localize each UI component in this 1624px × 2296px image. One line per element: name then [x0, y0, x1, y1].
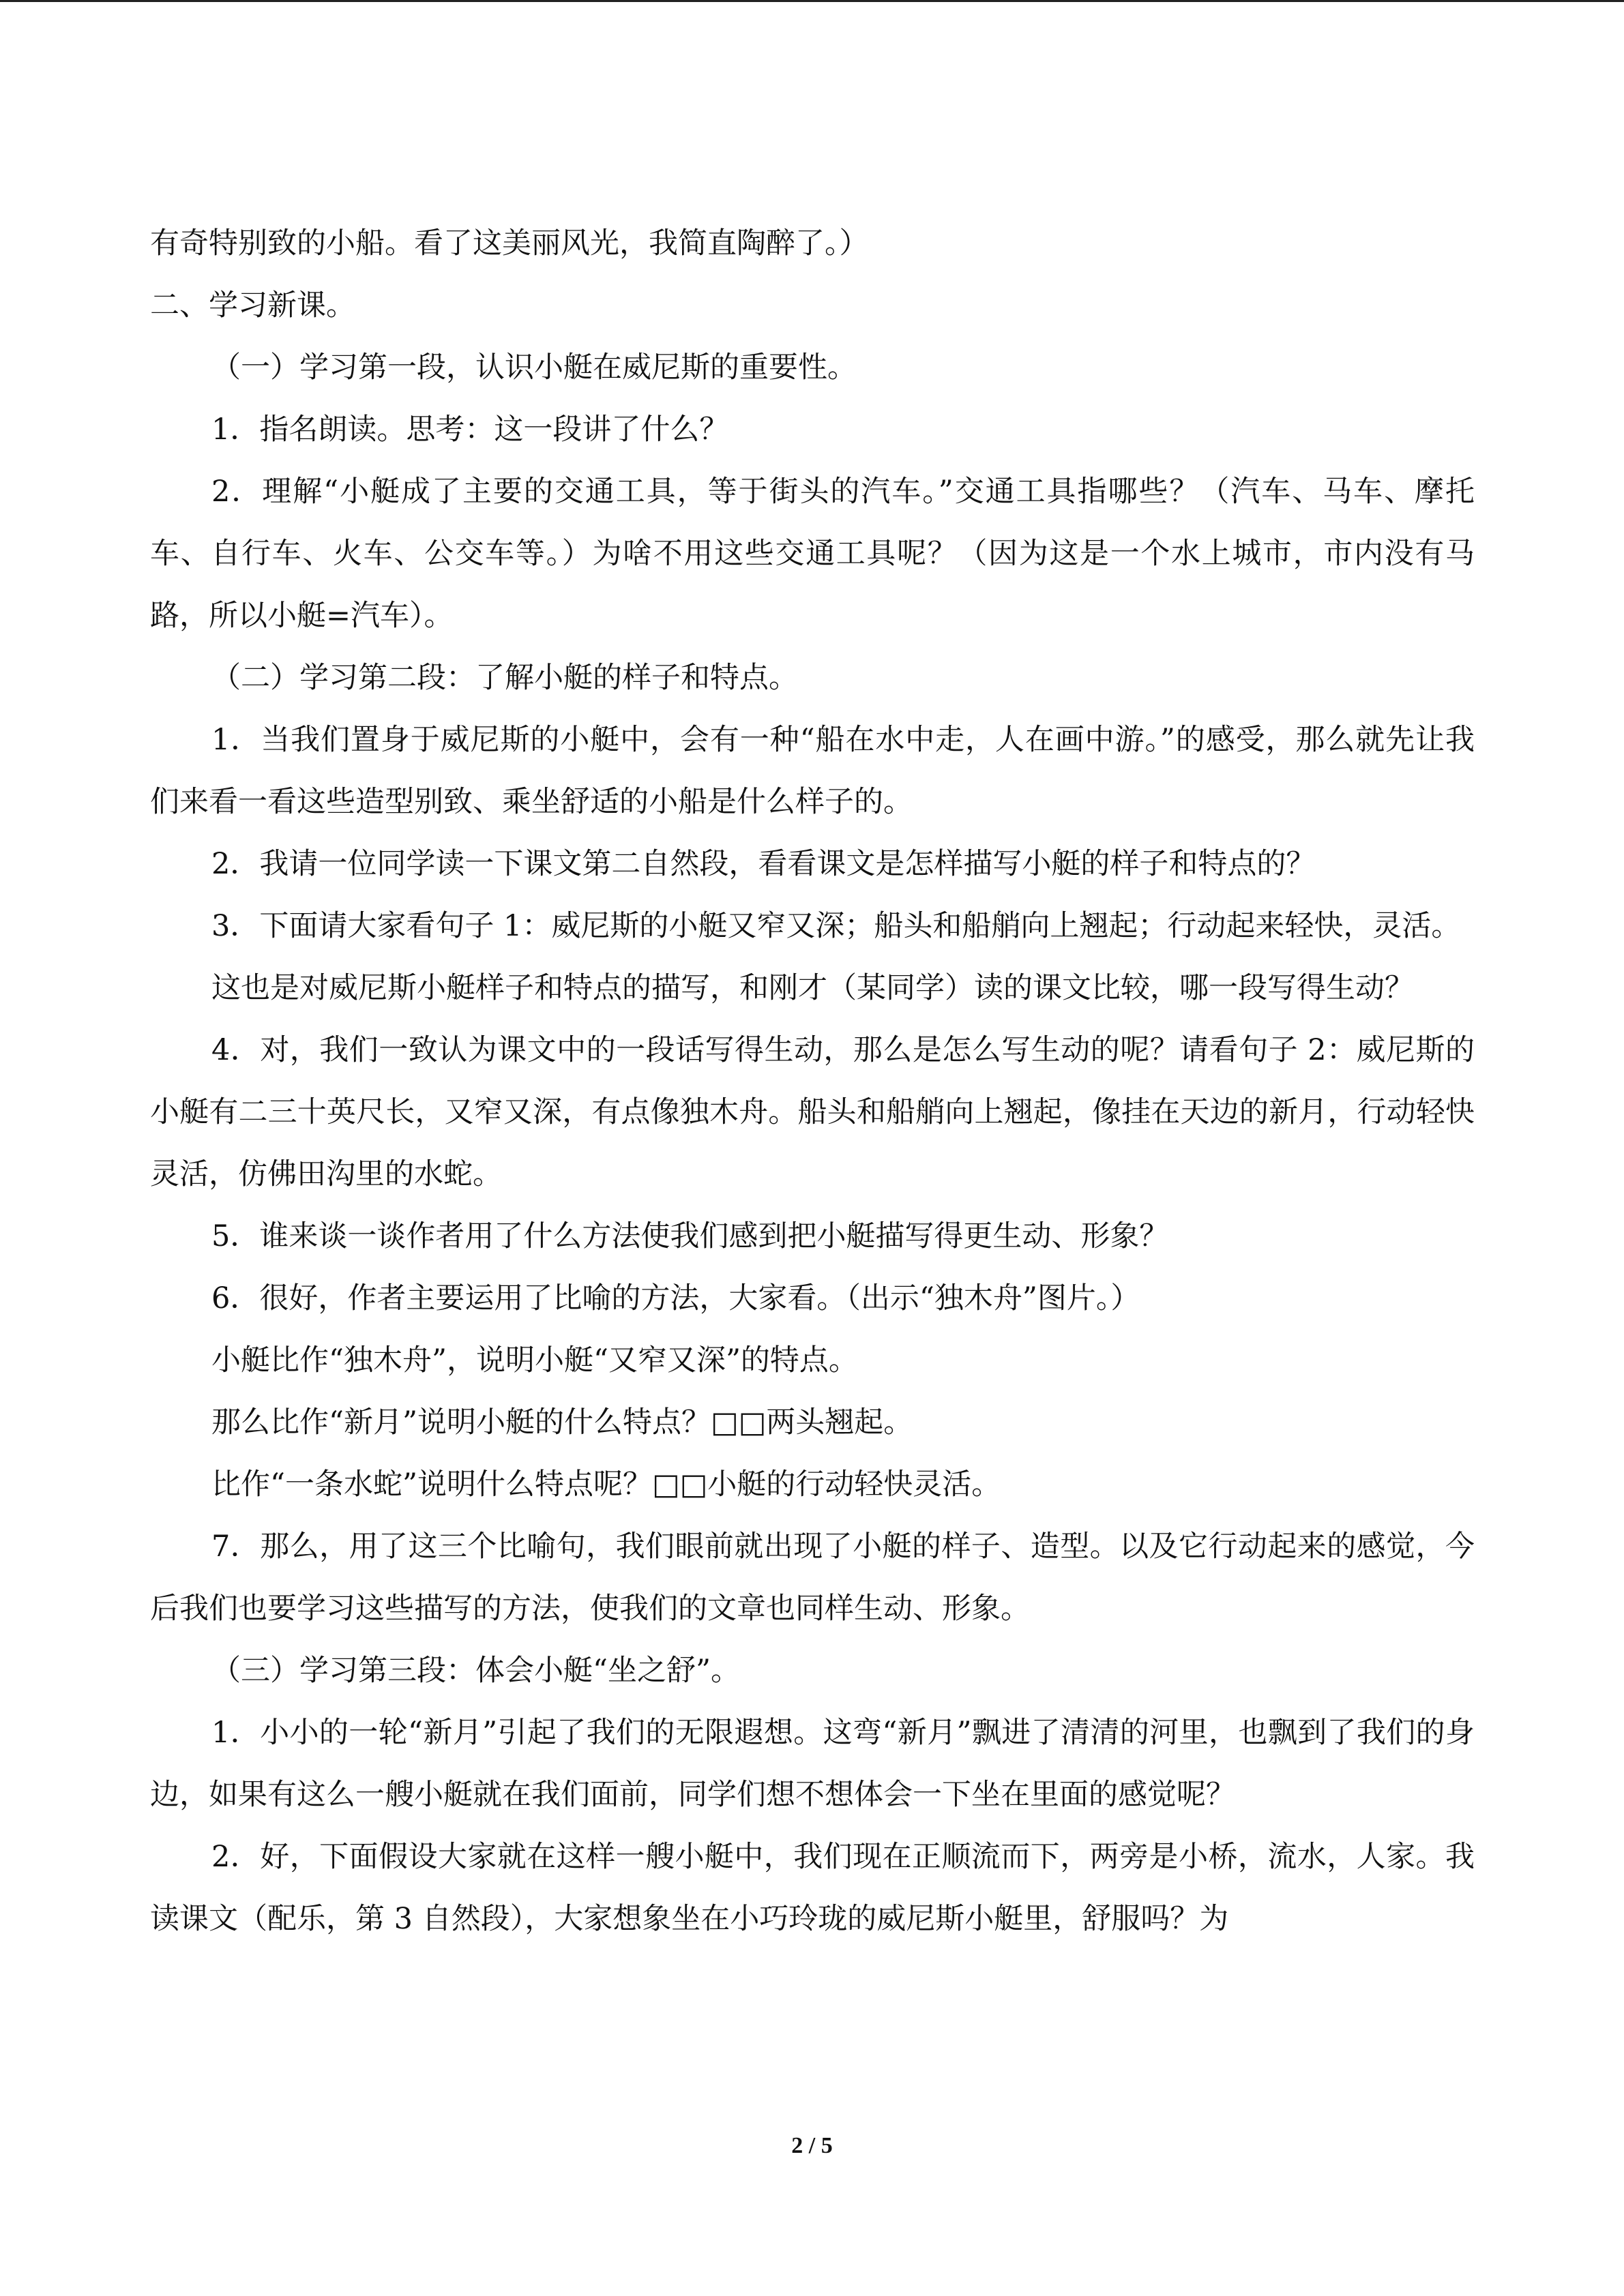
- list-item-3-2: 2．好，下面假设大家就在这样一艘小艇中，我们现在正顺流而下，两旁是小桥，流水，人家。我读课文（配乐，第 3 自然段），大家想象坐在小巧玲珑的威尼斯小艇里，舒服吗？为: [150, 1840, 1475, 1936]
- subsection-heading-1: （一）学习第一段，认识小艇在威尼斯的重要性。: [211, 351, 857, 385]
- top-border-line: [0, 0, 1624, 2]
- list-item-3-1: 1．小小的一轮“新月”引起了我们的无限遐想。这弯“新月”飘进了清清的河里，也飘到了我们的身边，如果有这么一艘小艇就在我们面前，同学们想不想体会一下坐在里面的感觉呢？: [150, 1716, 1475, 1812]
- list-item-2-4: 4．对，我们一致认为课文中的一段话写得生动，那么是怎么写生动的呢？请看句子 2：威尼斯的小艇有二三十英尺长，又窄又深，有点像独木舟。船头和船艄向上翘起，像挂在天边的新月，行动轻快灵活，仿佛田沟里的水蛇。: [150, 1033, 1475, 1191]
- list-item-2-6: 6．很好，作者主要运用了比喻的方法，大家看。（出示“独木舟”图片。）: [211, 1281, 1140, 1315]
- page-number: 2 / 5: [791, 2133, 833, 2158]
- paragraph-continuation: 有奇特别致的小船。看了这美丽风光，我简直陶醉了。）: [150, 226, 869, 260]
- paragraph-canoe-metaphor: 小艇比作“独木舟”，说明小艇“又窄又深”的特点。: [211, 1343, 858, 1377]
- list-item-2-5: 5．谁来谈一谈作者用了什么方法使我们感到把小艇描写得更生动、形象？: [211, 1219, 1169, 1253]
- section-heading-new-lesson: 二、学习新课。: [150, 288, 355, 323]
- subsection-heading-3: （三）学习第三段：体会小艇“坐之舒”。: [211, 1654, 740, 1688]
- document-body: [150, 213, 1475, 1950]
- list-item-2-7: 7．那么，用了这三个比喻句，我们眼前就出现了小艇的样子、造型。以及它行动起来的感觉，今后我们也要学习这些描写的方法，使我们的文章也同样生动、形象。: [150, 1530, 1475, 1626]
- list-item-1-2: 2．理解“小艇成了主要的交通工具，等于街头的汽车。”交通工具指哪些？（汽车、马车、摩托车、自行车、火车、公交车等。）为啥不用这些交通工具呢？（因为这是一个水上城市，市内没有马路，所以小艇=汽车）。: [150, 475, 1475, 633]
- list-item-2-2: 2．我请一位同学读一下课文第二自然段，看看课文是怎样描写小艇的样子和特点的？: [211, 847, 1316, 881]
- list-item-2-3: 3．下面请大家看句子 1：威尼斯的小艇又窄又深；船头和船艄向上翘起；行动起来轻快，灵活。: [211, 909, 1461, 943]
- paragraph-comparison: 这也是对威尼斯小艇样子和特点的描写，和刚才（某同学）读的课文比较，哪一段写得生动？: [211, 971, 1414, 1005]
- list-item-1-1: 1．指名朗读。思考：这一段讲了什么？: [211, 413, 729, 447]
- paragraph-moon-metaphor: 那么比作“新月”说明小艇的什么特点？□□两头翘起。: [211, 1405, 913, 1440]
- subsection-heading-2: （二）学习第二段：了解小艇的样子和特点。: [211, 661, 798, 695]
- paragraph-snake-metaphor: 比作“一条水蛇”说明什么特点呢？□□小艇的行动轻快灵活。: [211, 1467, 1001, 1502]
- list-item-2-1: 1．当我们置身于威尼斯的小艇中，会有一种“船在水中走，人在画中游。”的感受，那么就先让我们来看一看这些造型别致、乘坐舒适的小船是什么样子的。: [150, 723, 1475, 819]
